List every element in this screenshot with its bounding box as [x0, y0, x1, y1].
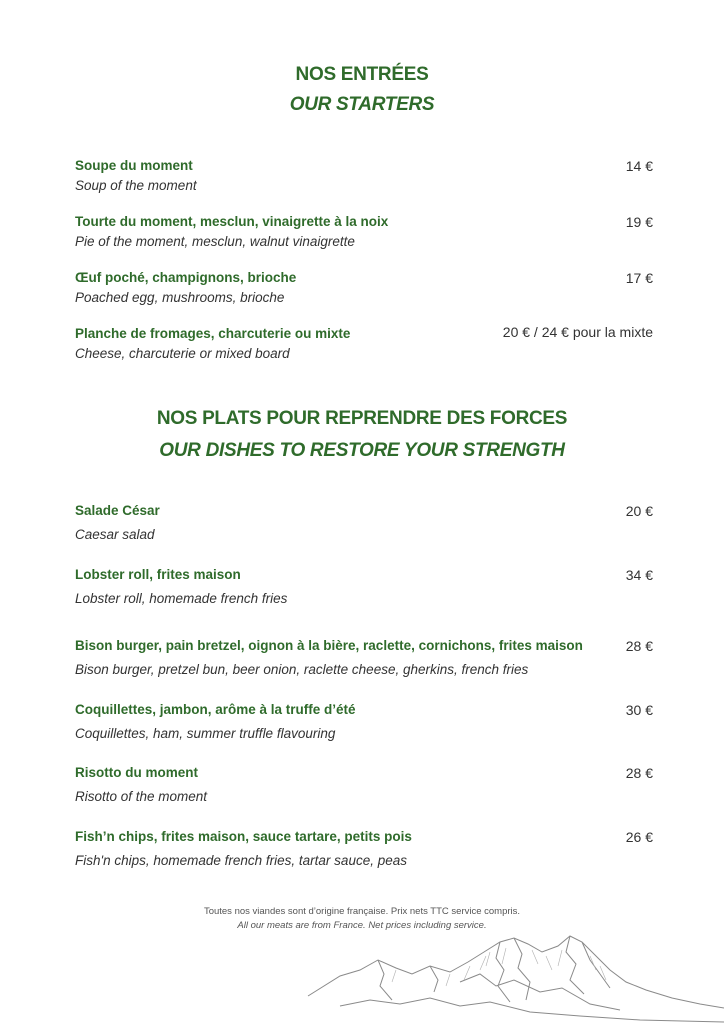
menu-item-price: 14 €	[625, 158, 653, 174]
menu-item-price: 17 €	[625, 270, 653, 286]
menu-item-price: 28 €	[625, 765, 653, 781]
menu-item-translation: Cheese, charcuterie or mixed board	[75, 346, 290, 361]
menu-item-price: 30 €	[625, 702, 653, 718]
starters-title-fr: NOS ENTRÉES	[295, 64, 429, 85]
menu-item-translation: Fish'n chips, homemade french fries, tartar sauce, peas	[75, 853, 407, 868]
menu-item-translation: Pie of the moment, mesclun, walnut vinaigrette	[75, 234, 355, 249]
menu-item-translation: Poached egg, mushrooms, brioche	[75, 290, 285, 305]
menu-item-name: Soupe du moment	[75, 158, 193, 173]
menu-item-name: Planche de fromages, charcuterie ou mixte	[75, 326, 351, 341]
menu-item-name: Fish’n chips, frites maison, sauce tartare, petits pois	[75, 829, 412, 844]
menu-item-name: Lobster roll, frites maison	[75, 567, 241, 582]
menu-item-name: Bison burger, pain bretzel, oignon à la bière, raclette, cornichons, frites maison	[75, 638, 583, 653]
menu-item-name: Risotto du moment	[75, 765, 198, 780]
menu-item-translation: Lobster roll, homemade french fries	[75, 591, 288, 606]
menu-item-name: Tourte du moment, mesclun, vinaigrette à la noix	[75, 214, 389, 229]
menu-item-price: 26 €	[625, 829, 653, 845]
mains-title-en: OUR DISHES TO RESTORE YOUR STRENGTH	[159, 440, 565, 461]
mountain-illustration	[300, 930, 724, 1024]
menu-item-translation: Caesar salad	[75, 527, 155, 542]
menu-item-translation: Soup of the moment	[75, 178, 197, 193]
starters-title-en: OUR STARTERS	[289, 94, 435, 115]
menu-item-translation: Coquillettes, ham, summer truffle flavouring	[75, 726, 336, 741]
menu-item-name: Coquillettes, jambon, arôme à la truffe d’été	[75, 702, 356, 717]
menu-item-price: 20 €	[625, 503, 653, 519]
mains-title-fr: NOS PLATS POUR REPRENDRE DES FORCES	[156, 408, 568, 429]
menu-item-name: Salade César	[75, 503, 160, 518]
menu-item-price: 19 €	[625, 214, 653, 230]
menu-item-price: 28 €	[625, 638, 653, 654]
menu-item-price: 20 € / 24 € pour la mixte	[502, 324, 653, 340]
menu-item-translation: Risotto of the moment	[75, 789, 208, 804]
menu-item-translation: Bison burger, pretzel bun, beer onion, raclette cheese, gherkins, french fries	[75, 662, 529, 677]
footer-note-fr: Toutes nos viandes sont d’origine française. Prix nets TTC service compris.	[203, 906, 521, 917]
menu-item-name: Œuf poché, champignons, brioche	[75, 270, 297, 285]
footer-note-en: All our meats are from France. Net prices including service.	[237, 920, 487, 931]
menu-item-price: 34 €	[625, 567, 653, 583]
